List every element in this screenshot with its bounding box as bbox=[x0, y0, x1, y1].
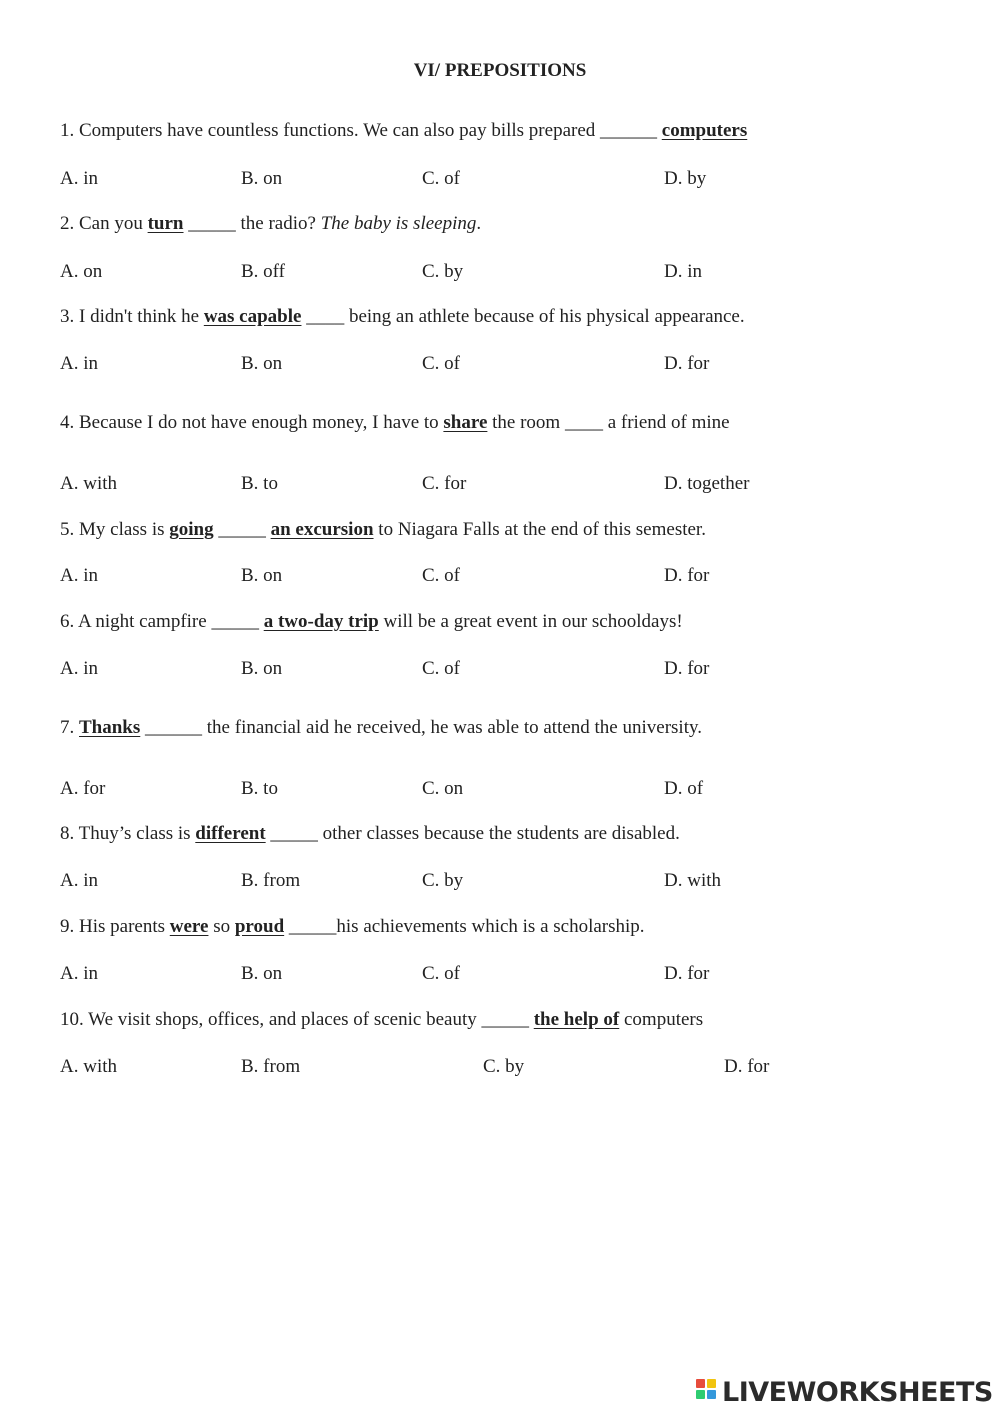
option-c[interactable]: C. by bbox=[422, 870, 464, 891]
option-a[interactable]: A. in bbox=[60, 353, 98, 374]
option-d[interactable]: D. by bbox=[664, 168, 707, 189]
option-c[interactable]: C. of bbox=[422, 658, 460, 679]
question-text: will be a great event in our schooldays! bbox=[378, 611, 683, 632]
option-b[interactable]: B. to bbox=[241, 473, 278, 494]
option-d[interactable]: D. of bbox=[664, 778, 704, 799]
question-text: _____ other classes because the students are disabled. bbox=[265, 823, 680, 844]
question-text: 7. bbox=[60, 717, 79, 738]
question-5 bbox=[60, 519, 706, 541]
question-4 bbox=[60, 412, 730, 434]
liveworksheets-logo-icon bbox=[696, 1379, 718, 1405]
question-text: computers bbox=[619, 1009, 704, 1030]
question-3 bbox=[60, 306, 745, 328]
brand-name: LIVEWORKSHEETS bbox=[722, 1376, 993, 1408]
question-text: 10. We visit shops, offices, and places of scenic beauty _____ bbox=[60, 1009, 534, 1030]
keyword: proud bbox=[234, 916, 285, 937]
question-1 bbox=[60, 120, 747, 142]
question-text: _____ bbox=[213, 519, 271, 540]
question-text: 5. My class is bbox=[60, 519, 170, 540]
option-c[interactable]: C. of bbox=[422, 963, 460, 984]
option-c[interactable]: C. for bbox=[422, 473, 467, 494]
option-b[interactable]: B. on bbox=[241, 565, 283, 586]
option-b[interactable]: B. to bbox=[241, 778, 278, 799]
keyword: share bbox=[443, 412, 488, 433]
keyword: going bbox=[169, 519, 214, 540]
question-text: 3. I didn't think he bbox=[60, 306, 204, 327]
question-text: . bbox=[476, 213, 482, 234]
option-c[interactable]: C. of bbox=[422, 168, 460, 189]
question-text: to Niagara Falls at the end of this semester. bbox=[373, 519, 706, 540]
option-b[interactable]: B. on bbox=[241, 963, 283, 984]
option-a[interactable]: A. with bbox=[60, 1056, 117, 1077]
question-6 bbox=[60, 611, 683, 633]
option-b[interactable]: B. from bbox=[241, 870, 301, 891]
question-text: the room ____ a friend of mine bbox=[487, 412, 730, 433]
option-c[interactable]: C. of bbox=[422, 565, 460, 586]
question-italic-text: The baby is sleeping bbox=[320, 213, 477, 234]
keyword: turn bbox=[147, 213, 184, 234]
keyword: the help of bbox=[533, 1009, 620, 1030]
question-2 bbox=[60, 213, 481, 235]
option-b[interactable]: B. on bbox=[241, 658, 283, 679]
question-text: _____ the radio? bbox=[183, 213, 321, 234]
option-d[interactable]: D. for bbox=[664, 353, 710, 374]
option-b[interactable]: B. off bbox=[241, 261, 285, 282]
liveworksheets-logo bbox=[696, 1375, 993, 1409]
keyword: were bbox=[169, 916, 209, 937]
option-d[interactable]: D. for bbox=[664, 963, 710, 984]
option-a[interactable]: A. in bbox=[60, 658, 98, 679]
option-c[interactable]: C. by bbox=[422, 261, 464, 282]
option-a[interactable]: A. in bbox=[60, 168, 98, 189]
option-a[interactable]: A. with bbox=[60, 473, 117, 494]
page-title: VI/ PREPOSITIONS bbox=[413, 60, 587, 81]
question-text: 8. Thuy’s class is bbox=[60, 823, 196, 844]
question-text: 9. His parents bbox=[60, 916, 170, 937]
option-a[interactable]: A. in bbox=[60, 565, 98, 586]
option-c[interactable]: C. by bbox=[483, 1056, 525, 1077]
option-b[interactable]: B. from bbox=[241, 1056, 301, 1077]
option-d[interactable]: D. in bbox=[664, 261, 702, 282]
option-a[interactable]: A. for bbox=[60, 778, 106, 799]
question-text: so bbox=[208, 916, 235, 937]
keyword: an excursion bbox=[270, 519, 374, 540]
option-d[interactable]: D. for bbox=[664, 658, 710, 679]
option-b[interactable]: B. on bbox=[241, 168, 283, 189]
option-d[interactable]: D. for bbox=[664, 565, 710, 586]
question-text: ______ the financial aid he received, he was able to attend the university. bbox=[140, 717, 702, 738]
question-7 bbox=[60, 717, 702, 739]
question-8 bbox=[60, 823, 680, 845]
option-d[interactable]: D. for bbox=[724, 1056, 770, 1077]
keyword: a two-day trip bbox=[263, 611, 379, 632]
option-c[interactable]: C. on bbox=[422, 778, 464, 799]
question-text: _____his achievements which is a scholarship. bbox=[284, 916, 645, 937]
option-a[interactable]: A. in bbox=[60, 870, 98, 891]
question-text: 4. Because I do not have enough money, I have to bbox=[60, 412, 444, 433]
keyword: Thanks bbox=[79, 717, 141, 738]
question-text: 1. Computers have countless functions. We can also pay bills prepared ______ bbox=[60, 120, 662, 141]
option-d[interactable]: D. with bbox=[664, 870, 721, 891]
option-a[interactable]: A. in bbox=[60, 963, 98, 984]
question-9 bbox=[60, 916, 645, 938]
option-c[interactable]: C. of bbox=[422, 353, 460, 374]
option-a[interactable]: A. on bbox=[60, 261, 103, 282]
keyword: was capable bbox=[203, 306, 302, 327]
question-text: 2. Can you bbox=[60, 213, 148, 234]
option-d[interactable]: D. together bbox=[664, 473, 750, 494]
question-text: ____ being an athlete because of his physical appearance. bbox=[301, 306, 745, 327]
question-10 bbox=[60, 1009, 703, 1031]
option-b[interactable]: B. on bbox=[241, 353, 283, 374]
question-text: 6. A night campfire _____ bbox=[60, 611, 264, 632]
keyword: computers bbox=[661, 120, 748, 141]
keyword: different bbox=[195, 823, 266, 844]
